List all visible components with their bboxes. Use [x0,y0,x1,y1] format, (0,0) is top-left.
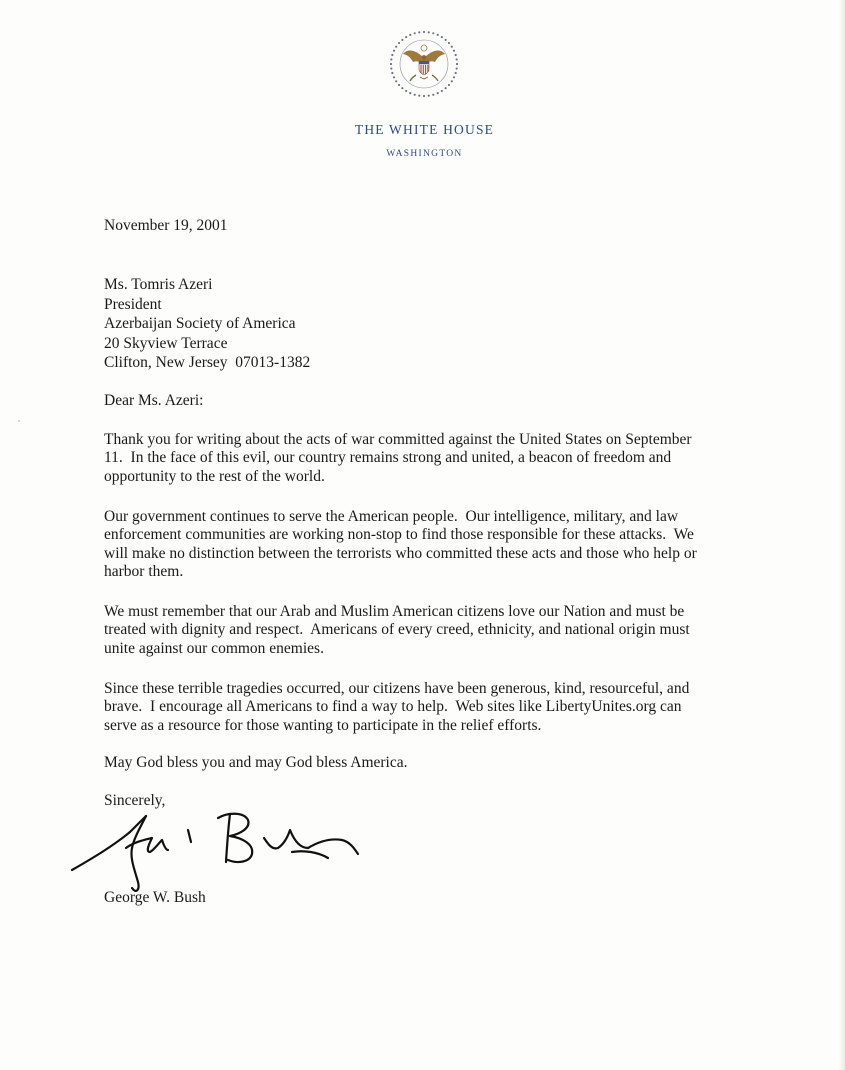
seal-dot [401,39,403,41]
seal-dot [423,31,425,33]
body-line: will make no distinction between the terrorists who committed these acts and those who help or [104,544,697,562]
seal-dot [398,42,400,44]
seal-dot [423,95,425,97]
recipient-line: Clifton, New Jersey 07013-1382 [104,354,311,371]
recipient-line: Azerbaijan Society of America [104,315,296,332]
seal-dot [405,90,407,92]
seal-dot [409,92,411,94]
seal-dot [418,95,420,97]
salutation: Dear Ms. Azeri: [104,392,204,409]
seal-dot [445,87,447,89]
body-line: 11. In the face of this evil, our country remains strong and united, a beacon of freedom and [104,449,672,467]
seal-dot [456,58,458,60]
seal-dot [418,31,420,33]
seal-dot [391,72,393,74]
seal-dot [391,54,393,56]
body-line: enforcement communities are working non-stop to find those responsible for these attacks. We [104,526,694,544]
seal-dot [445,39,447,41]
paper-speck [18,420,20,422]
signer-name: George W. Bush [104,889,206,906]
body-paragraph [104,680,754,735]
body-paragraph [104,603,754,658]
seal-dot [456,67,458,69]
seal-dot [428,31,430,33]
seal-dot [448,84,450,86]
seal-dot [453,76,455,78]
recipient-line: President [104,295,162,313]
seal-dot [448,42,450,44]
letter-date: November 19, 2001 [104,217,228,234]
body-paragraph [104,431,754,486]
seal-dot [395,46,397,48]
body-line: brave. I encourage all Americans to find a way to help. Web sites like LibertyUnites.org can [104,698,682,716]
seal-dot [390,58,392,60]
body-line: serve as a resource for those wanting to participate in the relief efforts. [104,716,542,734]
body-line: Thank you for writing about the acts of war committed against the United States on September [104,431,692,448]
presidential-seal-icon [386,28,462,100]
seal-dot [395,80,397,82]
recipient-line: Ms. Tomris Azeri [104,276,213,293]
closing-line: May God bless you and may God bless America. [104,754,408,771]
seal-dot [393,50,395,52]
seal-dot [409,34,411,36]
body-line: opportunity to the rest of the world. [104,467,325,485]
seal-dot [451,46,453,48]
seal-dot [456,63,458,65]
seal-dot [390,63,392,65]
body-line: We must remember that our Arab and Muslim American citizens love our Nation and must be [104,603,685,620]
seal-dot [432,32,434,34]
handwritten-signature-icon [68,808,368,898]
seal-dot [414,32,416,34]
recipient-address [104,275,310,373]
seal-dot [432,94,434,96]
body-paragraph [104,508,754,582]
seal-dot [390,67,392,69]
seal-dot [455,54,457,56]
body-line: harbor them. [104,563,184,581]
sign-off: Sincerely, [104,792,166,809]
seal-dot [405,36,407,38]
seal-dot [428,95,430,97]
body-line: treated with dignity and respect. Americans of every creed, ethnicity, and national origin must [104,621,690,639]
seal-dot [401,87,403,89]
seal-dot [437,92,439,94]
seal-dot [441,36,443,38]
seal-dot [437,34,439,36]
seal-dot [453,50,455,52]
seal-dot [398,84,400,86]
recipient-line: 20 Skyview Terrace [104,334,228,352]
seal-dot [393,76,395,78]
seal-dot [414,94,416,96]
seal-dot [455,72,457,74]
body-line: unite against our common enemies. [104,639,324,657]
seal-dot [451,80,453,82]
letterhead-subtitle: WASHINGTON [386,149,463,159]
body-line: Since these terrible tragedies occurred, our citizens have been generous, kind, resourceful, and [104,680,690,697]
letterhead-title: THE WHITE HOUSE [354,122,495,137]
page-edge-shadow [839,0,845,1070]
body-line: Our government continues to serve the American people. Our intelligence, military, and law [104,508,679,525]
seal-dot [441,90,443,92]
